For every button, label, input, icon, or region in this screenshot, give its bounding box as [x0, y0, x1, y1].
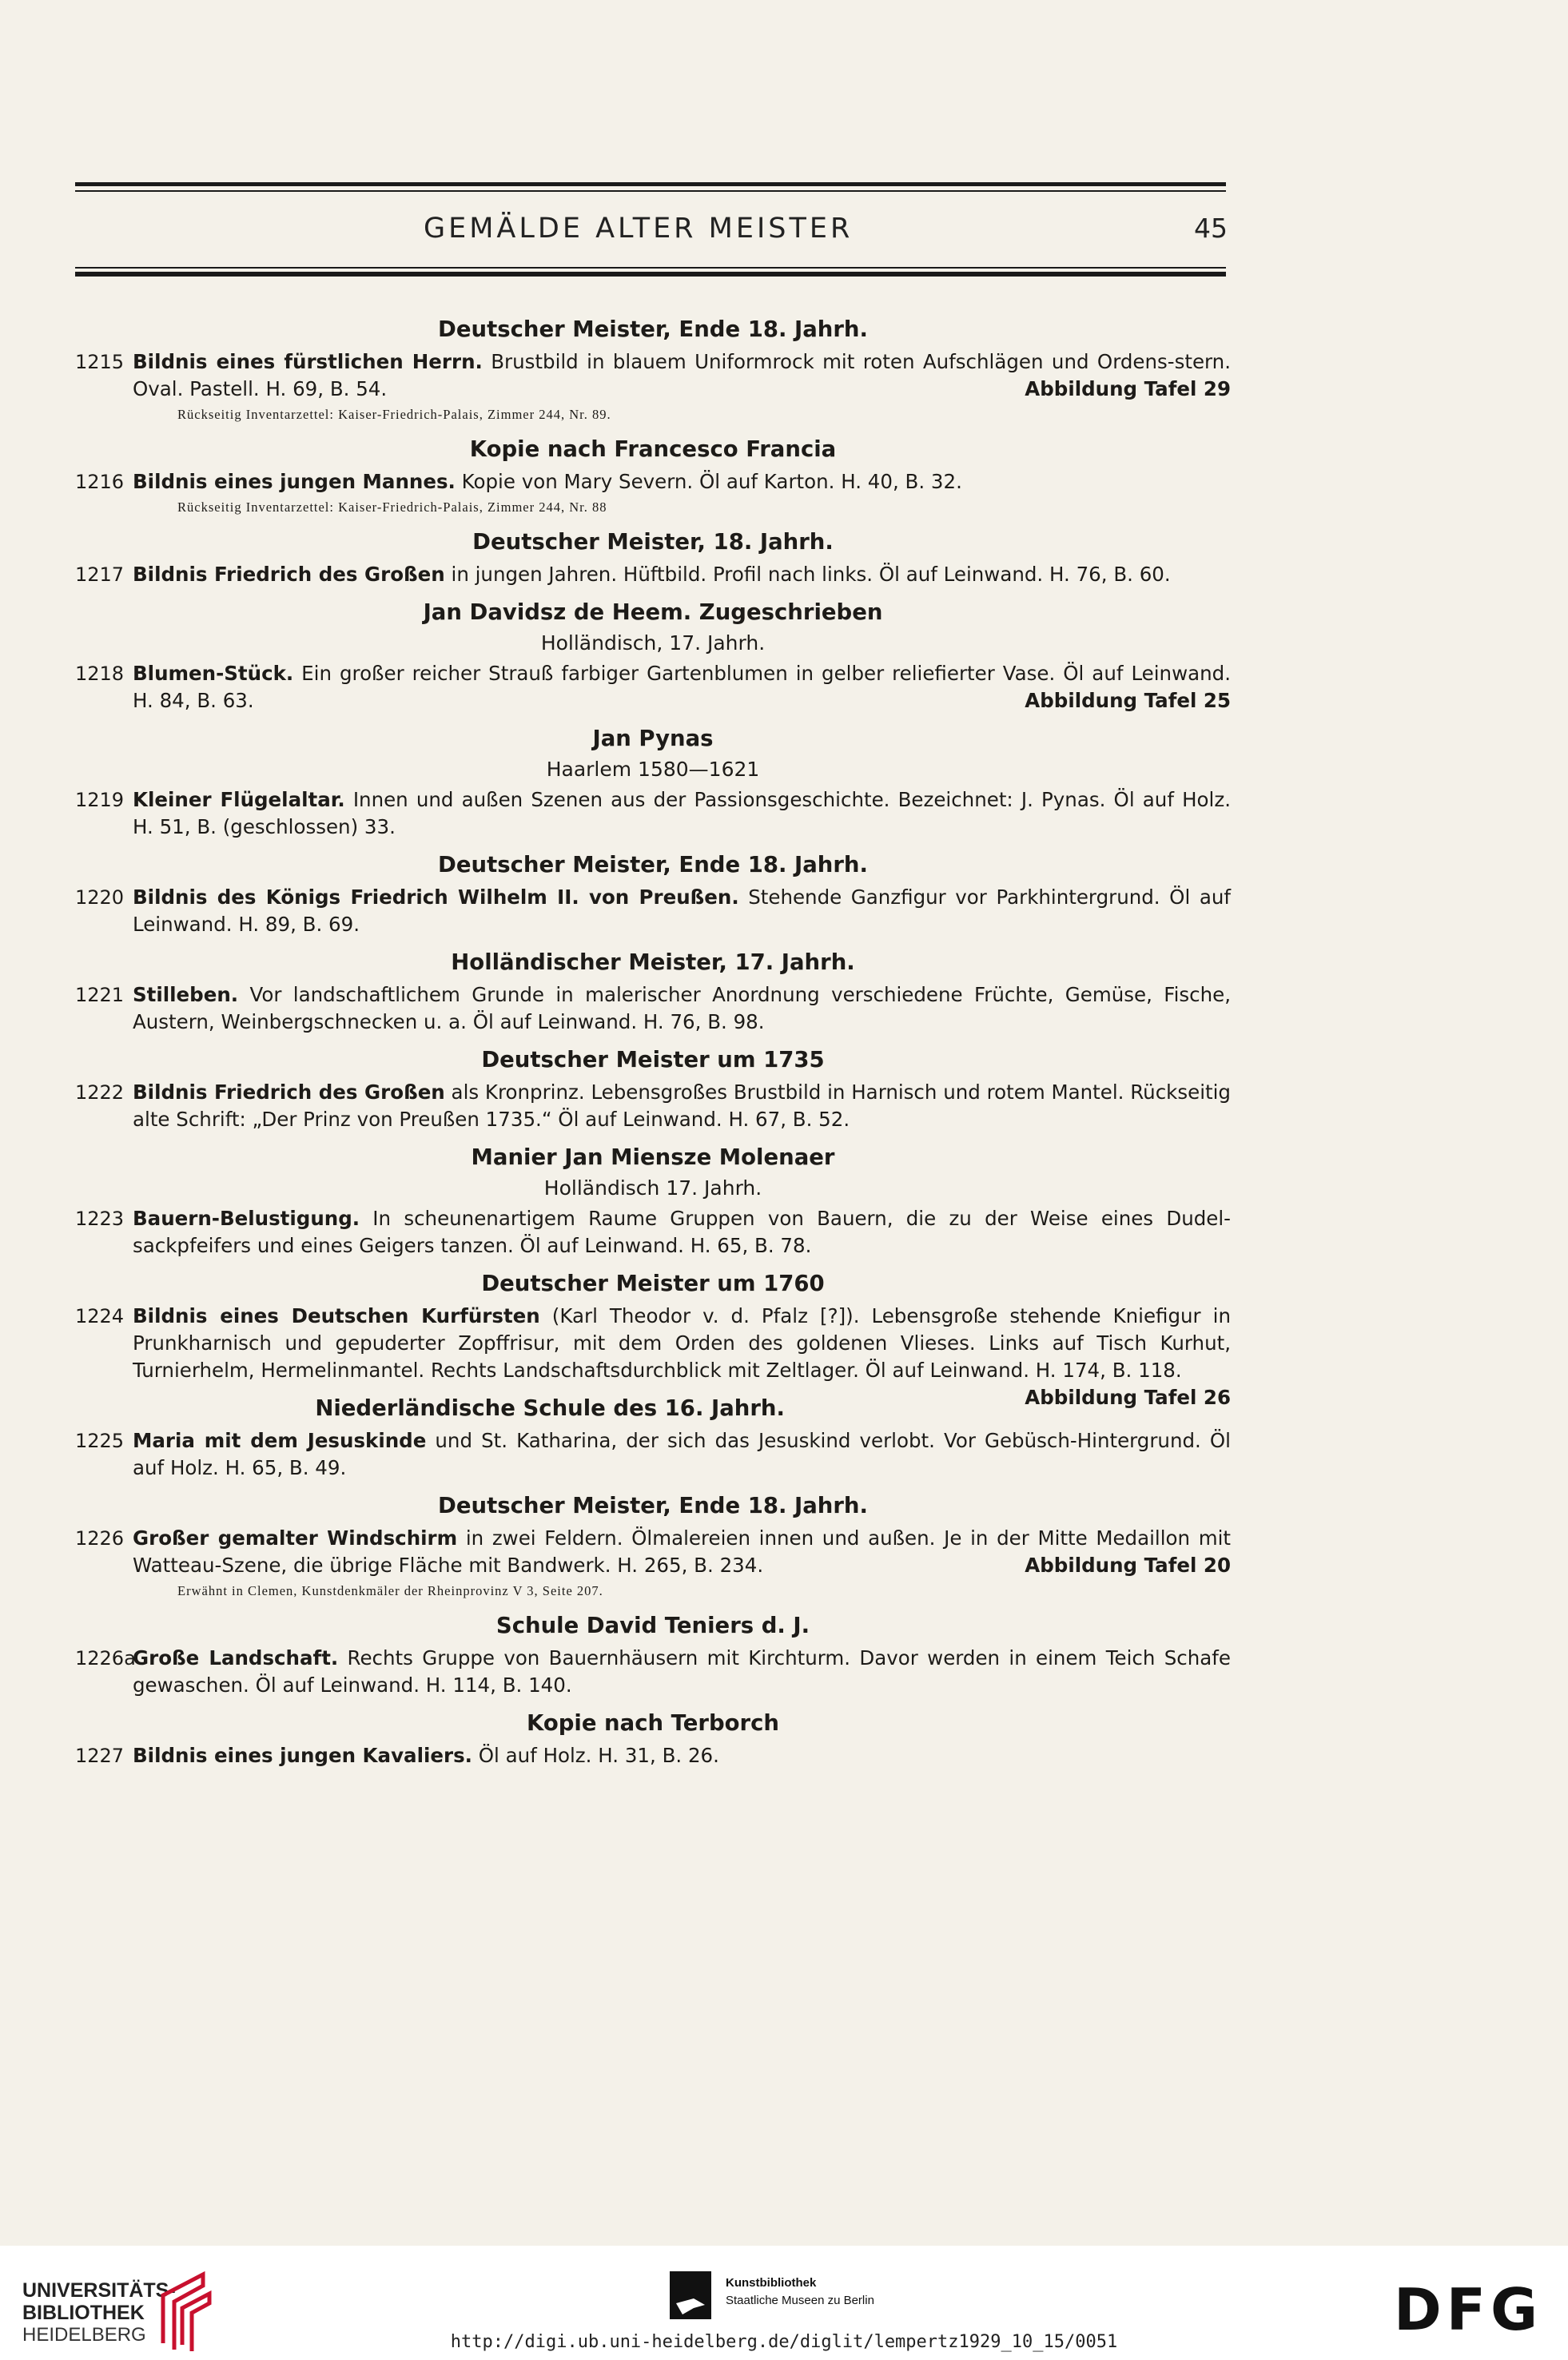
section-heading: Deutscher Meister, Ende 18. Jahrh. [438, 852, 868, 878]
lot-number: 1224 [75, 1305, 125, 1327]
lot-description: Innen und außen Szenen aus der Passionsgeschichte. Bezeichnet: J. Pynas. Öl auf Holz. H. 51, B. (geschlossen) 33. [133, 788, 1231, 838]
lot-title: Bildnis eines jungen Mannes. [133, 470, 456, 493]
lot-description: Brustbild in blauem Uniformrock mit roten Aufschlägen und Ordens-stern. Oval. Pastell. H. 69, B. 54. [133, 350, 1232, 400]
section-heading: Jan Pynas [592, 726, 714, 751]
lot-title: Großer gemalter Windschirm [133, 1526, 458, 1550]
lot-description: als Kronprinz. Lebensgroßes Brustbild in Harnisch und rotem Mantel. Rückseitig alte Schrift: „Der Prinz von Preußen 1735.“ Öl auf Leinwand. H. 67, B. 52. [133, 1081, 1231, 1131]
lot-number: 1218 [75, 663, 125, 685]
catalog-entry [75, 884, 1231, 938]
catalog-entry [75, 1742, 1231, 1769]
catalog-entry [75, 348, 1231, 403]
lot-number: 1216 [75, 471, 125, 493]
header-rule-bottom-thin [75, 267, 1226, 269]
catalog-entry [75, 1205, 1231, 1260]
lot-description: (Karl Theodor v. d. Pfalz [?]). Lebensgroße stehende Kniefigur in Prunkharnisch und gepuderter Zopffrisur, mit dem Orden des goldenen Vlieses. Links auf Tisch Kurhut, Turnierhelm, Hermelinmantel. Rechts Landschaftsdurchblick mit Zeltlager. Öl auf Leinwand. H. 174, B. 118. [133, 1304, 1231, 1382]
lot-number: 1220 [75, 886, 125, 909]
section-heading: Schule David Teniers d. J. [495, 1613, 810, 1638]
lot-number: 1226a [75, 1647, 136, 1670]
section-subheading: Holländisch, 17. Jahrh. [540, 631, 766, 655]
plate-reference: Abbildung Tafel 29 [1025, 377, 1231, 400]
section-heading: Deutscher Meister, Ende 18. Jahrh. [438, 1493, 868, 1518]
section-heading: Kopie nach Francesco Francia [469, 436, 837, 462]
lot-title: Bildnis eines fürstlichen Herrn. [133, 350, 483, 373]
uni-line-2: BIBLIOTHEK [22, 2302, 145, 2324]
lot-title: Bildnis eines jungen Kavaliers. [133, 1744, 472, 1767]
section-heading: Manier Jan Miensze Molenaer [471, 1144, 835, 1170]
plate-reference: Abbildung Tafel 26 [1025, 1386, 1231, 1409]
kunstbibliothek-text [726, 2274, 874, 2310]
header-rule-top [75, 182, 1226, 186]
catalog-entry [75, 1427, 1231, 1482]
lot-title: Blumen-Stück. [133, 662, 294, 685]
section-heading: Deutscher Meister, 18. Jahrh. [472, 529, 834, 555]
catalog-entry [75, 660, 1231, 714]
catalog-entry [75, 561, 1231, 588]
lot-title: Bildnis eines Deutschen Kurfürsten [133, 1304, 540, 1327]
lot-number: 1219 [75, 789, 125, 811]
lot-description: Stehende Ganzfigur vor Parkhintergrund. Öl auf Leinwand. H. 89, B. 69. [133, 885, 1231, 936]
permalink-url[interactable]: http://digi.ub.uni-heidelberg.de/diglit/lempertz1929_10_15/0051 [450, 2332, 1118, 2352]
catalog-entry [75, 1645, 1231, 1699]
section-heading: Niederländische Schule des 16. Jahrh. [315, 1395, 785, 1421]
kb-line-2: Staatliche Museen zu Berlin [726, 2294, 874, 2307]
lot-description: in zwei Feldern. Ölmalereien innen und außen. Je in der Mitte Medaillon mit Watteau-Szene, die übrige Fläche mit Bandwerk. H. 265, B. 234. [133, 1526, 1231, 1577]
section-heading: Deutscher Meister, Ende 18. Jahrh. [438, 316, 868, 342]
header-rule-bottom [75, 272, 1226, 277]
lot-title: Bildnis Friedrich des Großen [133, 1081, 445, 1104]
lot-description: In scheunenartigem Raume Gruppen von Bauern, die zu der Weise eines Dudel-sackpfeifers und eines Geigers tanzen. Öl auf Leinwand. H. 65, B. 78. [133, 1207, 1231, 1257]
lot-description: und St. Katharina, der sich das Jesuskind verlobt. Vor Gebüsch-Hintergrund. Öl auf Holz. H. 65, B. 49. [133, 1429, 1231, 1479]
catalog-entry [75, 468, 1231, 495]
lot-number: 1222 [75, 1081, 125, 1104]
section-heading: Deutscher Meister um 1760 [481, 1271, 825, 1296]
dfg-text: DFG [1394, 2276, 1543, 2343]
provenance-note: Erwähnt in Clemen, Kunstdenkmäler der Rheinprovinz V 3, Seite 207. [177, 1583, 603, 1598]
plate-reference: Abbildung Tafel 20 [1025, 1554, 1231, 1577]
kunstbibliothek-logo-icon[interactable] [670, 2271, 711, 2319]
lot-title: Bauern-Belustigung. [133, 1207, 360, 1230]
lot-title: Maria mit dem Jesuskinde [133, 1429, 427, 1452]
lot-description: in jungen Jahren. Hüftbild. Profil nach links. Öl auf Leinwand. H. 76, B. 60. [444, 563, 1171, 586]
uni-line-1: UNIVERSITÄTS- [22, 2279, 176, 2302]
lot-number: 1225 [75, 1430, 125, 1452]
lot-title: Stilleben. [133, 983, 239, 1006]
lot-number: 1217 [75, 563, 125, 586]
section-heading: Kopie nach Terborch [527, 1710, 779, 1736]
section-subheading: Haarlem 1580—1621 [546, 758, 760, 781]
uni-line-3: HEIDELBERG [22, 2324, 146, 2346]
lot-title: Kleiner Flügelaltar. [133, 788, 345, 811]
provenance-note: Rückseitig Inventarzettel: Kaiser-Friedrich-Palais, Zimmer 244, Nr. 89. [177, 407, 611, 422]
catalog-entry [75, 1079, 1231, 1133]
section-subheading: Holländisch 17. Jahrh. [543, 1176, 762, 1200]
lot-description: Öl auf Holz. H. 31, B. 26. [472, 1744, 719, 1767]
page-number: 45 [1194, 213, 1228, 244]
lot-title: Bildnis des Königs Friedrich Wilhelm II. von Preußen. [133, 885, 739, 909]
lot-description: Kopie von Mary Severn. Öl auf Karton. H. 40, B. 32. [455, 470, 962, 493]
footer-bar [0, 2246, 1568, 2360]
lot-number: 1223 [75, 1208, 125, 1230]
lot-title: Große Landschaft. [133, 1646, 339, 1670]
lot-number: 1227 [75, 1745, 125, 1767]
catalog-entry [75, 1525, 1231, 1579]
catalog-entry [75, 786, 1231, 841]
provenance-note: Rückseitig Inventarzettel: Kaiser-Friedrich-Palais, Zimmer 244, Nr. 88 [177, 499, 607, 515]
lot-description: Vor landschaftlichem Grunde in malerischer Anordnung verschiedene Früchte, Gemüse, Fische, Austern, Weinbergschnecken u. a. Öl auf Leinwand. H. 76, B. 98. [133, 983, 1231, 1033]
section-heading: Deutscher Meister um 1735 [481, 1047, 825, 1073]
lot-number: 1226 [75, 1527, 125, 1550]
catalog-entry [75, 981, 1231, 1036]
lot-description: Rechts Gruppe von Bauernhäusern mit Kirchturm. Davor werden in einem Teich Schafe gewaschen. Öl auf Leinwand. H. 114, B. 140. [133, 1646, 1231, 1697]
lot-number: 1215 [75, 351, 125, 373]
lot-description: Ein großer reicher Strauß farbiger Gartenblumen in gelber reliefierter Vase. Öl auf Leinwand. H. 84, B. 63. [133, 662, 1231, 712]
lot-number: 1221 [75, 984, 125, 1006]
catalog-entries [75, 313, 1231, 1769]
kb-line-1: Kunstbibliothek [726, 2276, 817, 2290]
header-rule-top-thin [75, 190, 1226, 192]
section-heading: Holländischer Meister, 17. Jahrh. [451, 949, 855, 975]
plate-reference: Abbildung Tafel 25 [1025, 689, 1231, 712]
section-heading: Jan Davidsz de Heem. Zugeschrieben [423, 599, 883, 625]
lot-title: Bildnis Friedrich des Großen [133, 563, 445, 586]
page-header-title: GEMÄLDE ALTER MEISTER [424, 213, 854, 245]
